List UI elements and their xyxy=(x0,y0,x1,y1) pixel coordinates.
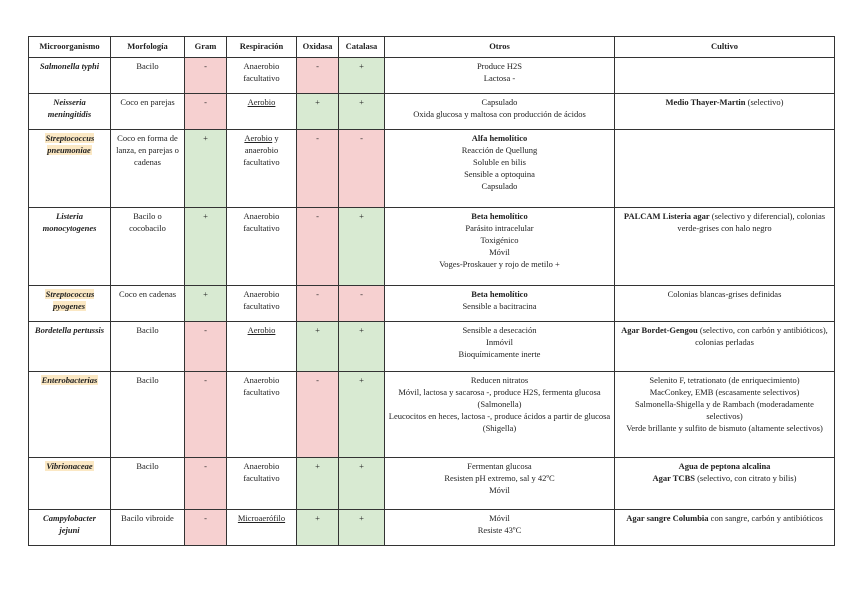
organism-cell xyxy=(29,208,111,286)
otros-line: Fermentan glucosa xyxy=(467,461,532,471)
column-header: Microorganismo xyxy=(29,37,111,58)
otros-cell xyxy=(385,130,615,208)
respiration-cell xyxy=(227,208,297,286)
respiration-text: Aerobio xyxy=(247,97,276,107)
organism-name: Streptococcus pneumoniae xyxy=(45,133,95,155)
cultivo-segment: MacConkey, EMB (escasamente selectivos) xyxy=(649,386,800,397)
cultivo-cell xyxy=(615,322,835,372)
otros-line: Sensible a desecación xyxy=(462,325,537,335)
document-page xyxy=(28,36,834,546)
cultivo-cell xyxy=(615,130,835,208)
gram-cell: - xyxy=(185,322,227,372)
cultivo-segment: (selectivo, con citrato y bilis) xyxy=(694,472,797,483)
organism-name: Listeria monocytogenes xyxy=(42,211,97,233)
otros-cell xyxy=(385,94,615,130)
organism-cell xyxy=(29,458,111,510)
respiration-underlined: Aerobio xyxy=(244,133,273,143)
cultivo-cell xyxy=(615,510,835,546)
otros-line: Capsulado xyxy=(481,180,518,191)
cultivo-line xyxy=(618,325,831,349)
cultivo-segment: Salmonella-Shigella y de Rambach (moderadamente selectivos) xyxy=(635,398,814,421)
catalase-cell: + xyxy=(339,94,385,130)
cultivo-line xyxy=(618,375,831,387)
respiration-cell xyxy=(227,372,297,458)
cultivo-segment: Agar sangre Columbia xyxy=(626,513,709,523)
cultivo-segment: (selectivo) xyxy=(745,97,784,107)
gram-cell: + xyxy=(185,286,227,322)
organism-name: Bordetella pertussis xyxy=(34,325,105,335)
otros-line: Móvil xyxy=(489,484,510,495)
otros-line: Oxida glucosa y maltosa con producción de ácidos xyxy=(413,108,586,119)
column-header: Oxidasa xyxy=(297,37,339,58)
respiration-text: Anaerobio facultativo xyxy=(243,375,280,397)
organism-cell xyxy=(29,58,111,94)
oxidase-cell: + xyxy=(297,510,339,546)
oxidase-cell: - xyxy=(297,286,339,322)
otros-line: Resiste 43ºC xyxy=(477,524,522,535)
respiration-text: Microaerófilo xyxy=(237,513,286,523)
otros-line: Beta hemolítico xyxy=(471,211,528,221)
organism-name: Campylobacter jejuni xyxy=(43,513,96,535)
table-row xyxy=(29,510,835,546)
otros-line: Parásito intracelular xyxy=(465,222,534,233)
otros-line: Inmóvil xyxy=(486,336,513,347)
organism-cell xyxy=(29,286,111,322)
table-row xyxy=(29,286,835,322)
cultivo-segment: Agar TCBS xyxy=(652,472,695,483)
morphology-cell: Bacilo vibroide xyxy=(111,510,185,546)
otros-cell xyxy=(385,208,615,286)
table-row xyxy=(29,58,835,94)
otros-line: Produce H2S xyxy=(476,61,523,71)
respiration-text: Anaerobio facultativo xyxy=(243,61,280,83)
otros-line: Móvil, lactosa y sacarosa -, produce H2S, fermenta glucosa (Salmonella) xyxy=(398,386,601,409)
cultivo-line xyxy=(618,461,831,473)
cultivo-segment: con sangre, carbón y antibióticos xyxy=(708,513,823,523)
respiration-text: Anaerobio facultativo xyxy=(243,211,280,233)
cultivo-line xyxy=(618,423,831,435)
cultivo-cell xyxy=(615,208,835,286)
cultivo-segment: Verde brillante y sulfito de bismuto (altamente selectivos) xyxy=(626,422,823,433)
gram-cell: - xyxy=(185,458,227,510)
cultivo-cell xyxy=(615,94,835,130)
morphology-cell: Coco en parejas xyxy=(111,94,185,130)
otros-line: Soluble en bilis xyxy=(473,156,526,167)
table-row xyxy=(29,372,835,458)
otros-cell xyxy=(385,372,615,458)
respiration-cell xyxy=(227,286,297,322)
otros-cell xyxy=(385,510,615,546)
cultivo-segment: Agua de peptona alcalina xyxy=(678,461,771,471)
respiration-cell xyxy=(227,94,297,130)
cultivo-line xyxy=(618,387,831,399)
column-header: Gram xyxy=(185,37,227,58)
otros-line: Lactosa - xyxy=(483,72,516,83)
oxidase-cell: + xyxy=(297,322,339,372)
morphology-cell: Coco en forma de lanza, en parejas o cadenas xyxy=(111,130,185,208)
gram-cell: - xyxy=(185,94,227,130)
gram-cell: + xyxy=(185,130,227,208)
catalase-cell: + xyxy=(339,510,385,546)
cultivo-segment: (selectivo, con carbón y antibióticos), colonias perladas xyxy=(695,325,828,347)
table-row xyxy=(29,94,835,130)
respiration-cell xyxy=(227,458,297,510)
organism-name: Vibrionaceae xyxy=(46,461,93,471)
cultivo-segment: Colonias blancas-grises definidas xyxy=(667,289,782,299)
organism-cell xyxy=(29,510,111,546)
otros-line: Móvil xyxy=(489,246,510,257)
cultivo-cell xyxy=(615,372,835,458)
cultivo-cell xyxy=(615,286,835,322)
otros-line: Resisten pH extremo, sal y 42ºC xyxy=(444,472,555,483)
otros-line: Sensible a bacitracina xyxy=(462,300,537,311)
morphology-cell: Bacilo xyxy=(111,458,185,510)
gram-cell: - xyxy=(185,58,227,94)
catalase-cell: + xyxy=(339,58,385,94)
organism-cell xyxy=(29,322,111,372)
cultivo-line xyxy=(618,399,831,423)
cultivo-line xyxy=(618,211,831,235)
otros-line: Capsulado xyxy=(481,97,518,107)
gram-cell: + xyxy=(185,208,227,286)
catalase-cell: + xyxy=(339,458,385,510)
table-row xyxy=(29,458,835,510)
oxidase-cell: - xyxy=(297,372,339,458)
respiration-rest: y anaerobio facultativo xyxy=(243,133,280,167)
otros-line: Voges-Proskauer y rojo de metilo + xyxy=(439,258,560,269)
organism-cell xyxy=(29,372,111,458)
otros-cell xyxy=(385,286,615,322)
otros-cell xyxy=(385,58,615,94)
otros-line: Sensible a optoquina xyxy=(464,168,535,179)
otros-line: Alfa hemolítico xyxy=(471,133,528,143)
respiration-text: Anaerobio facultativo xyxy=(243,289,280,311)
catalase-cell: + xyxy=(339,372,385,458)
cultivo-segment: Medio Thayer-Martin xyxy=(665,97,746,107)
organism-name: Streptococcus pyogenes xyxy=(45,289,95,311)
organism-name: Neisseria meningitidis xyxy=(47,97,92,119)
table-row xyxy=(29,130,835,208)
oxidase-cell: - xyxy=(297,208,339,286)
otros-line: Bioquímicamente inerte xyxy=(458,348,541,359)
organism-cell xyxy=(29,130,111,208)
otros-line: Móvil xyxy=(489,513,510,523)
header-row xyxy=(29,37,835,58)
otros-line: Toxigénico xyxy=(480,234,519,245)
morphology-cell: Bacilo xyxy=(111,372,185,458)
oxidase-cell: - xyxy=(297,130,339,208)
cultivo-line xyxy=(618,473,831,485)
cultivo-segment: Agar Bordet-Gengou xyxy=(621,325,698,335)
otros-line: Reacción de Quellung xyxy=(461,144,538,155)
catalase-cell: - xyxy=(339,286,385,322)
organism-name: Salmonella typhi xyxy=(39,61,100,71)
oxidase-cell: + xyxy=(297,94,339,130)
respiration-cell xyxy=(227,58,297,94)
respiration-cell xyxy=(227,130,297,208)
cultivo-cell xyxy=(615,458,835,510)
column-header: Catalasa xyxy=(339,37,385,58)
oxidase-cell: + xyxy=(297,458,339,510)
otros-cell xyxy=(385,458,615,510)
organism-name: Enterobacterias xyxy=(41,375,98,385)
cultivo-segment: (selectivo y diferencial), colonias verde-grises con halo negro xyxy=(677,211,826,233)
gram-cell: - xyxy=(185,510,227,546)
cultivo-line xyxy=(618,97,831,109)
organism-cell xyxy=(29,94,111,130)
table-row xyxy=(29,322,835,372)
otros-line: Leucocitos en heces, lactosa -, produce ácidos a partir de glucosa (Shigella) xyxy=(388,410,611,433)
column-header: Cultivo xyxy=(615,37,835,58)
catalase-cell: + xyxy=(339,208,385,286)
table-body xyxy=(29,58,835,546)
respiration-text: Aerobio xyxy=(247,325,276,335)
cultivo-segment: Selenito F, tetrationato (de enriquecimiento) xyxy=(649,375,800,385)
gram-cell: - xyxy=(185,372,227,458)
otros-cell xyxy=(385,322,615,372)
table-row xyxy=(29,208,835,286)
respiration-text: Anaerobio facultativo xyxy=(243,461,280,483)
cultivo-line xyxy=(618,513,831,525)
morphology-cell: Bacilo xyxy=(111,322,185,372)
column-header: Morfología xyxy=(111,37,185,58)
morphology-cell: Bacilo o cocobacilo xyxy=(111,208,185,286)
cultivo-segment: PALCAM Listeria agar xyxy=(623,211,710,221)
otros-line: Reducen nitratos xyxy=(470,375,529,385)
microorganism-table xyxy=(28,36,835,546)
oxidase-cell: - xyxy=(297,58,339,94)
morphology-cell: Bacilo xyxy=(111,58,185,94)
cultivo-cell xyxy=(615,58,835,94)
catalase-cell: - xyxy=(339,130,385,208)
column-header: Respiración xyxy=(227,37,297,58)
respiration-cell xyxy=(227,510,297,546)
cultivo-line xyxy=(618,289,831,301)
otros-line: Beta hemolítico xyxy=(471,289,528,299)
column-header: Otros xyxy=(385,37,615,58)
catalase-cell: + xyxy=(339,322,385,372)
morphology-cell: Coco en cadenas xyxy=(111,286,185,322)
respiration-cell xyxy=(227,322,297,372)
